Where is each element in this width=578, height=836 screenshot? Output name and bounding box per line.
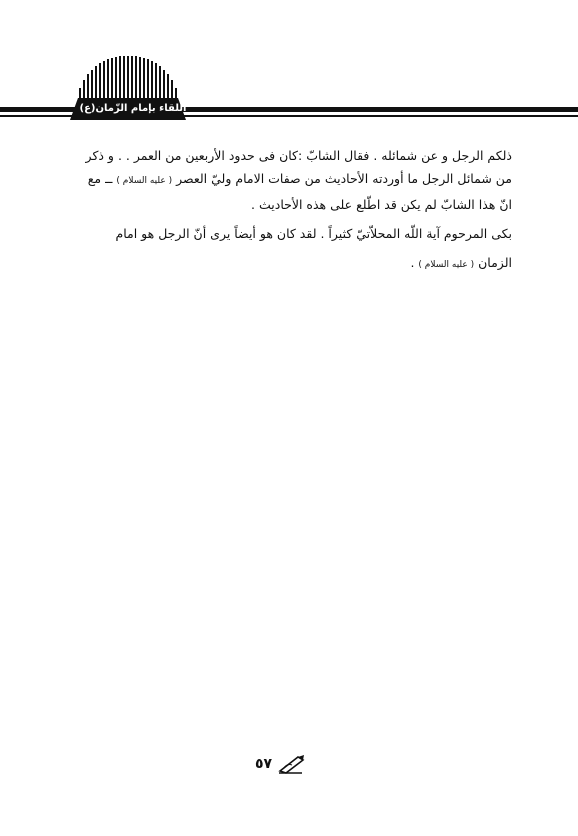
text-line (72, 251, 512, 277)
quill-pen-icon (278, 754, 306, 774)
text-line: ذلكم الرجل و عن شمائله . فقال الشابّ :كان فى حدود الأربعين من العمر . . و ذكر (85, 148, 512, 163)
running-header-title: اللقاء بإمام الزّمان(ع) (79, 103, 187, 114)
honorific: ( عليه السلام ) (116, 176, 173, 186)
text-span: . (410, 255, 419, 270)
text-line: بكى المرحوم آية اللّه المحلاّتيّ كثيراً . لقد كان هو أيضاً يرى أنّ الرجل هو امام (115, 226, 512, 241)
body-text (72, 144, 512, 277)
text-line (72, 167, 512, 193)
honorific: ( عليه السلام ) (418, 260, 475, 270)
text-span: ــ مع (87, 171, 117, 186)
page-header (0, 0, 578, 130)
text-span: الزمان (478, 255, 512, 270)
page-number: ٥٧ (255, 756, 273, 772)
page-footer (255, 752, 325, 776)
text-line: انّ هذا الشابّ لم يكن قد اطّلع على هذه الأحاديث . (251, 197, 512, 212)
text-span: من شمائل الرجل ما أوردته الأحاديث من صفات الامام وليّ العصر (176, 171, 512, 186)
